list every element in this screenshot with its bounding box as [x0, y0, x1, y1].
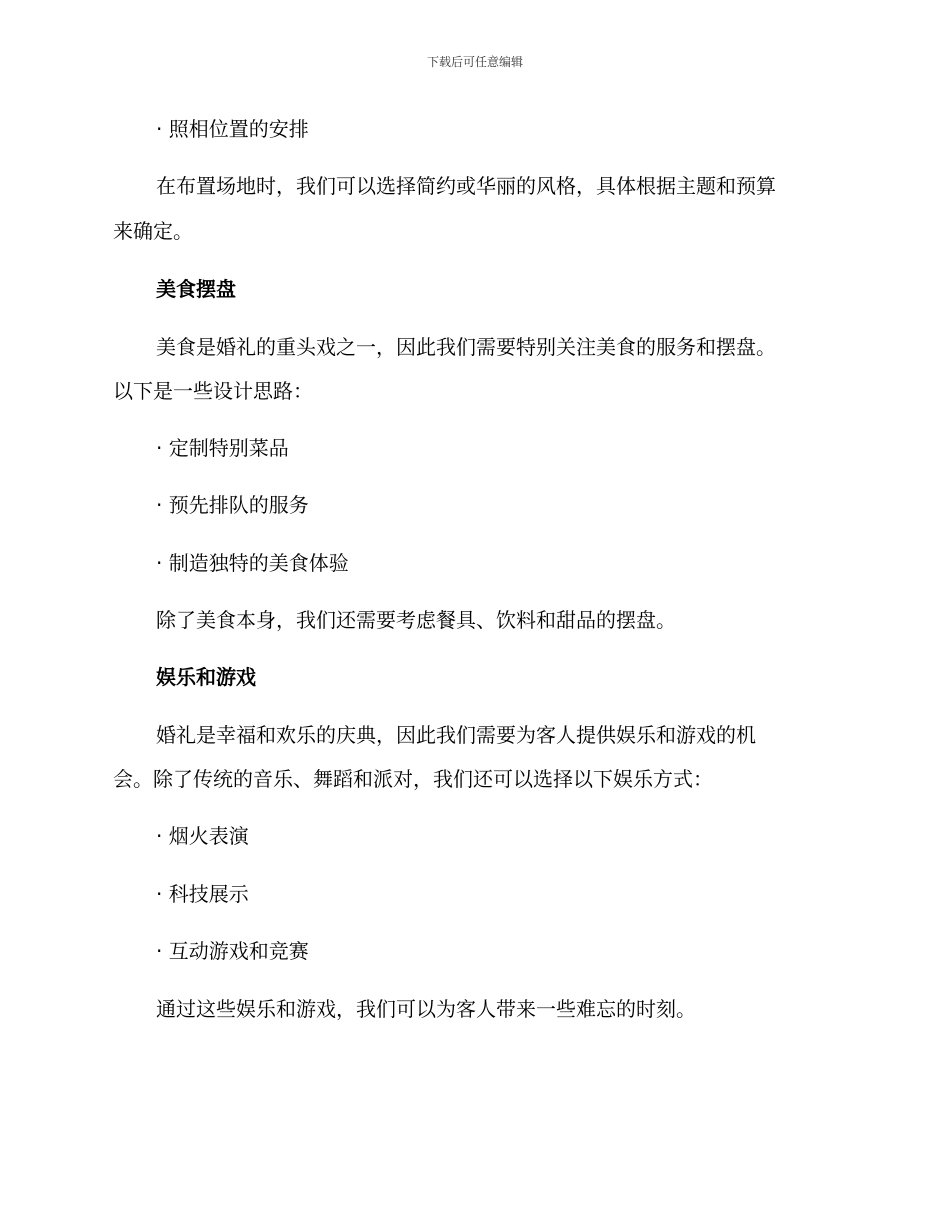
bullet-fireworks: · 烟火表演 [156, 824, 249, 848]
paragraph-tableware: 除了美食本身，我们还需要考虑餐具、饮料和甜品的摆盘。 [156, 608, 676, 632]
paragraph-venue-line-2: 来确定。 [113, 219, 193, 243]
heading-food-plating: 美食摆盘 [156, 277, 236, 301]
bullet-custom-dishes: · 定制特别菜品 [156, 436, 289, 460]
paragraph-memorable-moments: 通过这些娱乐和游戏，我们可以为客人带来一些难忘的时刻。 [156, 997, 696, 1021]
bullet-interactive-games: · 互动游戏和竞赛 [156, 939, 309, 963]
paragraph-venue-line-1: 在布置场地时，我们可以选择简约或华丽的风格，具体根据主题和预算 [156, 174, 776, 198]
paragraph-food-line-1: 美食是婚礼的重头戏之一，因此我们需要特别关注美食的服务和摆盘。 [156, 335, 776, 359]
bullet-unique-experience: · 制造独特的美食体验 [156, 551, 349, 575]
paragraph-entertainment-line-2: 会。除了传统的音乐、舞蹈和派对，我们还可以选择以下娱乐方式： [113, 767, 713, 791]
heading-entertainment-games: 娱乐和游戏 [156, 665, 256, 689]
paragraph-entertainment-line-1: 婚礼是幸福和欢乐的庆典，因此我们需要为客人提供娱乐和游戏的机 [156, 723, 756, 747]
bullet-photo-position: · 照相位置的安排 [156, 117, 309, 141]
paragraph-food-line-2: 以下是一些设计思路： [113, 379, 313, 403]
bullet-queue-service: · 预先排队的服务 [156, 493, 309, 517]
bullet-tech-showcase: · 科技展示 [156, 882, 249, 906]
page-header: 下载后可任意编辑 [426, 55, 523, 69]
